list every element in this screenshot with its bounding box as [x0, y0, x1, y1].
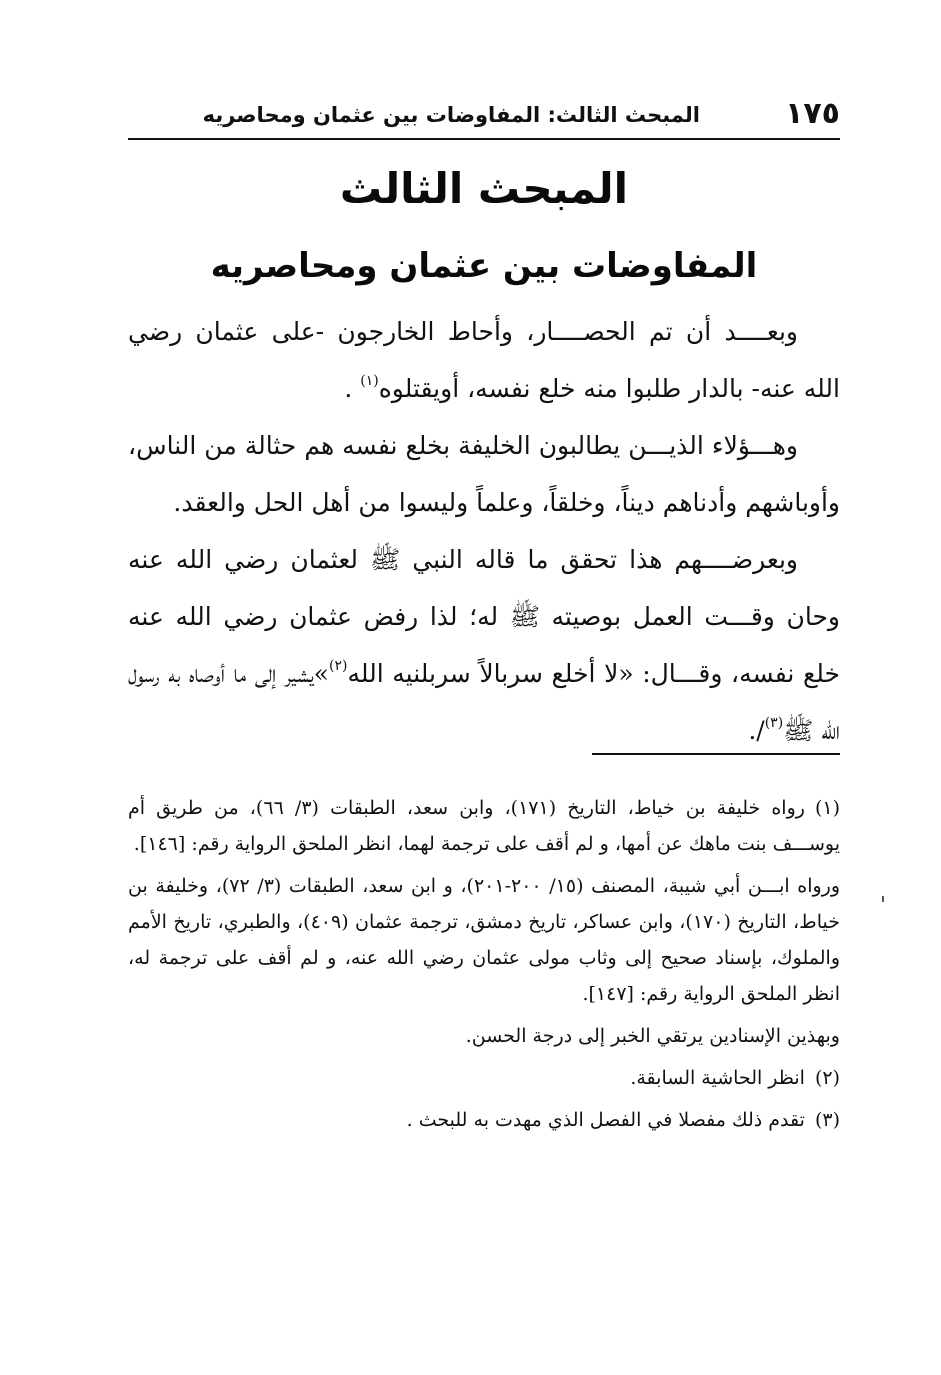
margin-mark: [882, 896, 884, 902]
footnote: [128, 1060, 840, 1096]
footnote: [128, 1018, 840, 1054]
footnote-ref[interactable]: (٢): [328, 658, 348, 674]
footnote: [128, 868, 840, 1012]
paragraph-text: وهـــؤلاء الذيـــن يطالبون الخليفة بخلع نفسه هم حثالة من الناس، وأوباشهم وأدناهم ديناً، وخلقاً، وعلماً وليسوا من أهل الحل والعقد.: [128, 431, 840, 517]
paragraph-tail: .: [344, 374, 361, 403]
paragraph: [128, 303, 840, 417]
header-divider: [128, 138, 840, 140]
footnote-text: تقدم ذلك مفصلا في الفصل الذي مهدت به للبحث .: [406, 1109, 805, 1131]
footnote-divider: [592, 753, 840, 755]
footnote: [128, 790, 840, 862]
paragraph-text: وبعــــد أن تم الحصــــار، وأحاط الخارجون -على عثمان رضي الله عنه- بالدار طلبوا منه خلع نفسه، أويقتلوه: [128, 317, 840, 403]
footnote-ref[interactable]: (٣): [764, 715, 784, 731]
section-title: المفاوضات بين عثمان ومحاصريه: [210, 246, 758, 286]
paragraph: [128, 531, 840, 759]
footnote-text: رواه خليفة بن خياط، التاريخ (١٧١)، وابن سعد، الطبقات (٣/ ٦٦)، من طريق أم يوســـف بنت ماهك عن أمها، و لم أقف على ترجمة لهما، انظر الملحق الرواية رقم: [١٤٦].: [128, 797, 840, 855]
paragraph-text: وبعرضــــهم هذا تحقق ما قاله النبي ﷺ لعثمان رضي الله عنه وحان وقـــت العمل بوصيته ﷺ له؛ لذا رفض عثمان رضي الله عنه خلع نفسه، وقـــال: «لا أخلع سربالاً سربلنيه الله: [128, 545, 840, 688]
footnotes: [128, 790, 840, 1144]
chapter-title: المبحث الثالث: [339, 164, 629, 213]
footnote-text: ورواه ابـــن أبي شيبة، المصنف (١٥/ ٢٠٠-٢٠١)، و ابن سعد، الطبقات (٣/ ٧٢)، وخليفة بن خياط، التاريخ (١٧٠)، وابن عساكر، تاريخ دمشق، ترجمة عثمان (٤٠٩)، والطبري، تاريخ الأمم والملوك، بإسناد صحيح إلى وثاب مولى عثمان رضي الله عنه، و لم أقف على ترجمة له، انظر الملحق الرواية رقم: [١٤٧].: [128, 875, 841, 1005]
paragraph-tail: /.: [748, 716, 765, 745]
footnote-number: (١): [814, 797, 841, 819]
footnote-number: (٢): [814, 1067, 840, 1089]
footnote: [128, 1102, 840, 1138]
footnote-text: انظر الحاشية السابقة.: [630, 1067, 805, 1089]
running-title: المبحث الثالث: المفاوضات بين عثمان ومحاصريه: [202, 103, 700, 127]
footnote-number: (٣): [814, 1109, 840, 1131]
running-header: [128, 96, 840, 132]
paragraph: [128, 417, 840, 531]
paragraph-text: »يشير إلى ما أوصاه به رسول الله ﷺ: [128, 659, 840, 745]
footnote-text: وبهذين الإسنادين يرتقي الخبر إلى درجة الحسن.: [465, 1025, 840, 1047]
body-text: [128, 303, 840, 759]
page-number: ١٧٥: [785, 96, 840, 131]
footnote-ref[interactable]: (١): [360, 373, 379, 389]
